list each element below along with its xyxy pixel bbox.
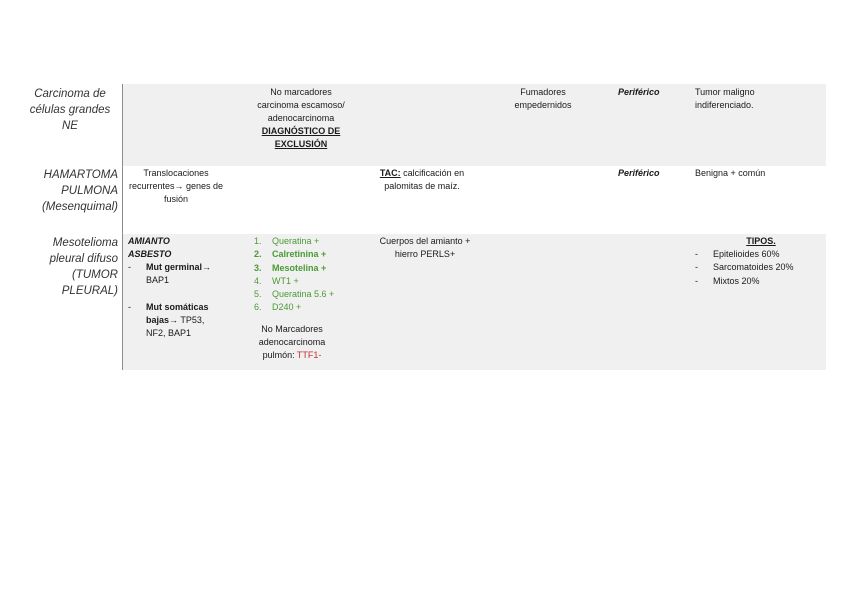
asbestos-heading: AMIANTO ASBESTO [128,236,172,259]
column-divider [122,84,123,166]
list-item: 1. Queratina + [254,236,320,246]
location-cell: Periférico [618,168,660,178]
tac-label: TAC: [379,168,401,178]
types-cell [695,235,815,288]
list-item: 6. D240 + [254,302,302,313]
types-title: TIPOS. [746,236,776,246]
column-divider [122,166,123,234]
list-item: - Sarcomatoides 20% [695,262,794,273]
list-item: 2. Calretinina + [254,249,327,260]
table-row [22,166,826,234]
ttf1-marker: TTF1- [296,349,322,360]
row-title: Mesotelioma pleural difuso (TUMOR PLEURAL) [49,237,118,297]
characteristics-cell: Benigna + común [695,168,766,178]
risk-factor-cell: Fumadores empedernidos [514,87,572,110]
list-item: - Mixtos 20% [695,275,760,286]
list-item: 4. WT1 + [254,275,299,286]
diagnosis-of-exclusion: DIAGNÓSTICO DE EXCLUSIÓN [261,126,341,149]
list-item: - Epitelioides 60% [695,249,780,259]
list-item: - Mut germinal→ BAP1 [128,262,212,286]
table-row [22,84,826,166]
markers-line-3: adenocarcinoma [267,113,335,123]
list-item: 5. Queratina 5.6 + [254,289,335,300]
column-divider [122,234,123,370]
table-row [22,234,826,370]
positive-markers-list [254,235,374,315]
tac-text: calcificación en palomitas de maíz. [384,168,465,191]
list-item: 3. Mesotelina + [254,262,327,273]
negative-markers: No Marcadores adenocarcinoma pulmón: TTF1- [258,323,326,360]
row-title: Carcinoma de células grandes NE [29,88,111,132]
list-item: - Mut somáticas bajas→ TP53, NF2, BAP1 [128,301,209,339]
markers-line-1: No marcadores [270,87,332,97]
genetics-cell [128,235,228,340]
markers-line-2: carcinoma escamoso/ [257,100,345,110]
row-title: HAMARTOMA PULMONA (Mesenquimal) [41,169,118,213]
imaging-cell [370,167,474,193]
markers-cell [254,235,374,362]
location-cell: Periférico [618,87,660,97]
markers-cell [232,86,370,151]
pathology-cell: Cuerpos del amianto + hierro PERLS+ [379,236,471,259]
mutation-list [128,261,226,340]
genetics-cell: Translocaciones recurrentes→ genes de fusión [128,168,224,204]
types-list [695,248,815,288]
characteristics-cell: Tumor maligno indiferenciado. [695,87,755,110]
